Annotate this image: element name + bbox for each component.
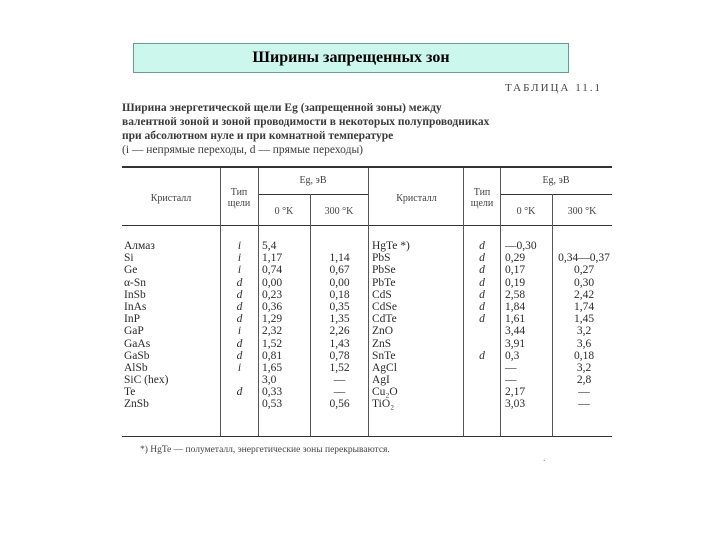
header-gap-type: Тип щели	[227, 187, 251, 209]
type-cell: d	[236, 300, 243, 313]
e300-cell: 0,18	[573, 349, 595, 362]
left-e300-column	[311, 240, 368, 411]
crystal-cell: AgCl	[372, 361, 397, 374]
e0-cell: 3,91	[505, 337, 526, 350]
crystal-cell: GaSb	[124, 349, 150, 362]
e0-cell: —	[505, 374, 517, 387]
crystal-cell: Алмаз	[124, 240, 155, 252]
e300-cell: 1,74	[573, 300, 595, 313]
crystal-cell: Si	[124, 252, 134, 265]
e0-cell: 1,65	[262, 361, 283, 374]
caption-line: Ширина энергетической щели Eg (запрещенной зоны) между	[122, 102, 442, 114]
header-0k: 0 °K	[274, 206, 294, 217]
type-cell: d	[479, 240, 485, 252]
e0-cell: 2,17	[505, 386, 526, 399]
e0-cell: 3,03	[505, 398, 526, 411]
e300-cell: 3,2	[576, 325, 592, 338]
type-cell: d	[236, 386, 243, 399]
stray-dot: .	[543, 453, 546, 464]
type-cell: d	[479, 349, 485, 362]
caption-line: (i — непрямые переходы, d — прямые переходы)	[122, 144, 364, 156]
type-cell	[464, 338, 500, 350]
e300-cell: —	[333, 374, 346, 387]
e300-cell: 0,67	[329, 264, 350, 277]
crystal-cell: CdTe	[372, 313, 397, 326]
e300-cell: 1,43	[329, 337, 350, 350]
e0-cell: 2,32	[262, 325, 283, 338]
table-bottom-rule	[122, 436, 612, 437]
e300-cell: 3,6	[576, 337, 592, 350]
type-cell	[464, 325, 500, 337]
e300-cell	[553, 240, 615, 252]
slide-title-box	[133, 43, 569, 73]
crystal-cell: Cu₂O	[372, 386, 398, 399]
crystal-cell: ZnO	[372, 325, 394, 338]
e0-cell: 0,00	[262, 276, 283, 289]
e0-cell: —	[505, 361, 517, 374]
e300-cell: 1,14	[329, 252, 350, 265]
crystal-cell: GaP	[124, 325, 144, 338]
e300-cell: —	[578, 398, 590, 411]
e0-cell: 0,74	[262, 264, 283, 277]
type-cell	[464, 386, 500, 398]
type-cell: d	[236, 337, 243, 350]
e300-cell: 1,45	[573, 313, 595, 326]
e0-cell: 3,44	[505, 325, 526, 338]
e0-cell: 0,33	[262, 386, 283, 399]
header-eg: Eg, эВ	[542, 175, 570, 186]
e300-cell: 0,18	[329, 288, 350, 301]
crystal-cell: ZnS	[372, 337, 392, 350]
crystal-cell: Ge	[124, 264, 138, 277]
type-cell: i	[237, 264, 242, 277]
crystal-cell: InAs	[124, 300, 147, 313]
crystal-cell: Te	[124, 386, 136, 399]
left-e0-column	[262, 240, 310, 411]
type-cell: d	[236, 349, 243, 362]
e0-cell: 0,23	[262, 288, 283, 301]
e0-cell: 2,58	[505, 288, 526, 301]
e0-cell: 0,53	[262, 398, 283, 411]
crystal-cell: AlSb	[124, 361, 148, 374]
crystal-cell: SiC (hex)	[124, 374, 169, 387]
e300-cell: 0,34—0,37	[558, 252, 610, 265]
e0-cell: 0,36	[262, 300, 283, 313]
table-top-rule	[122, 166, 612, 168]
table-footnote: *) HgTe — полуметалл, энергетические зоны перекрываются.	[140, 445, 390, 455]
type-cell	[464, 374, 500, 386]
left-crystal-column	[124, 240, 218, 411]
e0-cell: 1,84	[505, 300, 526, 313]
e0-cell: 0,29	[505, 252, 526, 265]
e0-cell: 1,52	[262, 337, 283, 350]
caption-line: валентной зоной и зоной проводимости в некоторых полупроводниках	[122, 116, 490, 128]
crystal-cell: InP	[124, 313, 140, 326]
header-crystal: Кристалл	[396, 193, 437, 204]
header-300k: 300 °K	[324, 206, 354, 217]
e300-cell: 0,27	[573, 264, 595, 277]
header-0k: 0 °K	[516, 206, 536, 217]
e300-cell: 0,78	[329, 349, 350, 362]
header-bottom-rule	[122, 225, 612, 226]
crystal-cell: PbSe	[372, 264, 396, 277]
type-cell: d	[479, 300, 485, 313]
e300-cell: 0,30	[573, 276, 595, 289]
type-cell	[221, 374, 258, 386]
right-crystal-column	[372, 240, 462, 411]
e0-cell: 0,81	[262, 349, 283, 362]
crystal-cell: InSb	[124, 288, 146, 301]
header-crystal: Кристалл	[150, 193, 192, 204]
eg-header-rule-right	[500, 194, 612, 195]
crystal-cell: ZnSb	[124, 398, 149, 411]
e0-cell: 1,17	[262, 252, 283, 265]
type-cell: d	[479, 276, 485, 289]
e300-cell: 0,35	[329, 300, 350, 313]
table-caption	[122, 101, 622, 157]
header-eg: Eg, эВ	[299, 175, 327, 186]
type-cell: i	[237, 361, 242, 374]
type-cell: d	[236, 276, 243, 289]
e300-cell: 0,56	[329, 398, 350, 411]
right-type-column	[464, 240, 500, 411]
type-cell: d	[479, 252, 485, 265]
e0-cell: —0,30	[505, 240, 537, 252]
type-cell: d	[479, 288, 485, 301]
crystal-cell: PbTe	[372, 276, 396, 289]
crystal-cell: SnTe	[372, 349, 396, 362]
e300-cell: 0,00	[329, 276, 350, 289]
type-cell: d	[236, 288, 243, 301]
e300-cell: 1,52	[329, 361, 350, 374]
right-e0-column	[505, 240, 552, 411]
type-cell: i	[237, 252, 242, 265]
crystal-cell: HgTe *)	[372, 240, 410, 252]
type-cell: i	[237, 325, 242, 338]
e0-cell: 3,0	[262, 374, 277, 387]
type-cell: d	[479, 264, 485, 277]
e0-cell: 0,3	[505, 349, 520, 362]
crystal-cell: CdSe	[372, 300, 397, 313]
e300-cell: —	[333, 386, 346, 399]
col-divider	[368, 168, 369, 436]
e300-cell: 3,2	[576, 361, 592, 374]
caption-line: при абсолютном нуле и при комнатной температуре	[122, 130, 394, 142]
crystal-cell: GaAs	[124, 337, 151, 350]
crystal-cell: TiO₂	[372, 398, 395, 411]
left-type-column	[221, 240, 258, 411]
e300-cell: 2,26	[329, 325, 350, 338]
eg-header-rule-left	[258, 194, 368, 195]
e300-cell: 1,35	[329, 313, 350, 326]
e300-cell	[311, 240, 368, 252]
e300-cell: 2,8	[576, 374, 592, 387]
e0-cell: 5,4	[262, 240, 277, 252]
slide-title: Ширины запрещенных зон	[252, 49, 450, 66]
e300-cell: 2,42	[573, 288, 595, 301]
type-cell	[221, 398, 258, 410]
type-cell: i	[237, 240, 242, 252]
e0-cell: 1,61	[505, 313, 526, 326]
type-cell	[464, 362, 500, 374]
type-cell: d	[479, 313, 485, 326]
table-number: ТАБЛИЦА 11.1	[505, 82, 603, 94]
type-cell	[464, 398, 500, 410]
header-gap-type: Тип щели	[470, 187, 494, 209]
crystal-cell: AgI	[372, 374, 390, 387]
right-e300-column	[553, 240, 615, 411]
type-cell: d	[236, 313, 243, 326]
e0-cell: 1,29	[262, 313, 283, 326]
e0-cell: 0,17	[505, 264, 526, 277]
e300-cell: —	[578, 386, 590, 399]
crystal-cell: CdS	[372, 288, 392, 301]
e0-cell: 0,19	[505, 276, 526, 289]
header-300k: 300 °K	[567, 206, 597, 217]
crystal-cell: α-Sn	[124, 276, 147, 289]
crystal-cell: PbS	[372, 252, 391, 265]
